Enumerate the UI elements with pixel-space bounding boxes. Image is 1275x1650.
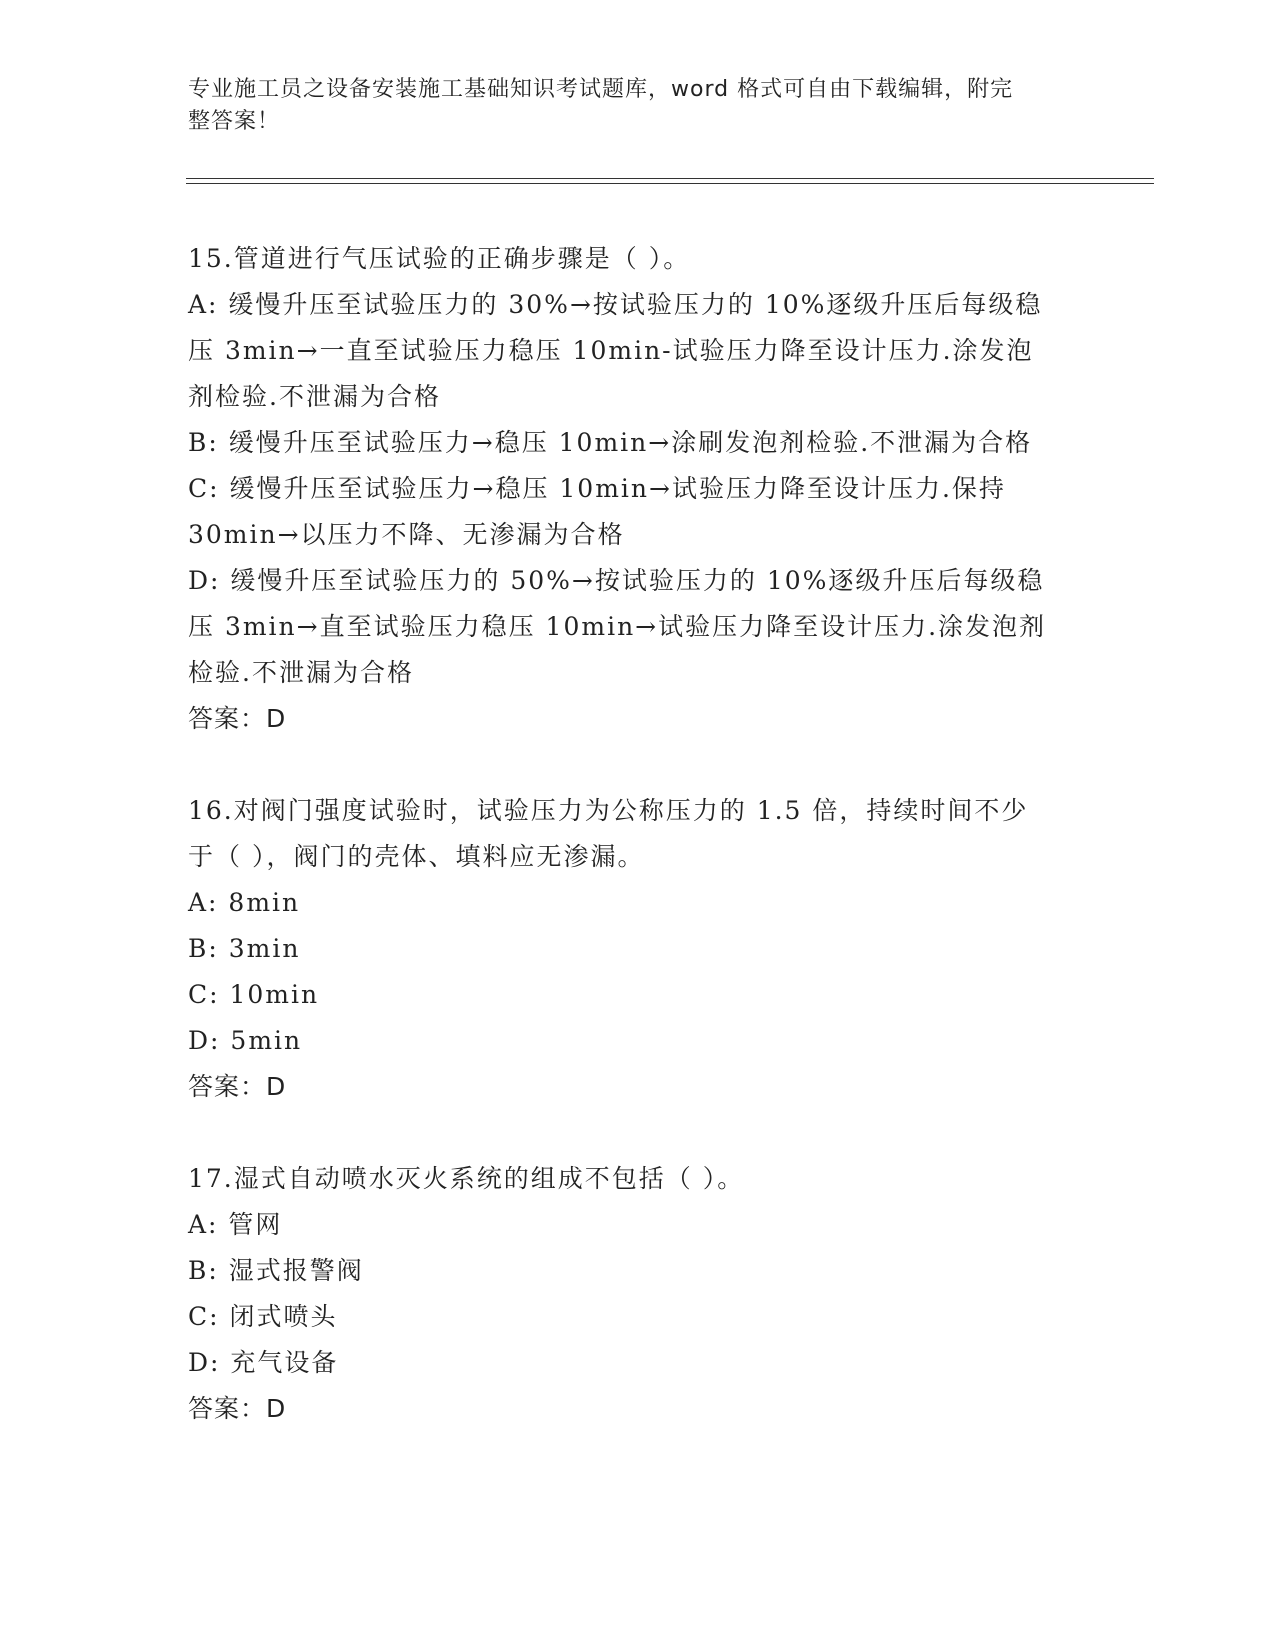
option-line: 30min→以压力不降、无渗漏为合格 [188,520,625,549]
document-header [188,74,1068,138]
header-line-1: 专业施工员之设备安装施工基础知识考试题库，word 格式可自由下载编辑，附完 [188,77,1014,102]
option-line: 检验.不泄漏为合格 [188,658,414,687]
question-stem: 15.管道进行气压试验的正确步骤是（ ）。 [188,244,691,273]
answer-label: 答案：D [188,1394,287,1423]
option-line: A: 缓慢升压至试验压力的 30%→按试验压力的 10%逐级升压后每级稳 [188,290,1043,319]
option-a: A: 管网 [188,1210,283,1239]
header-divider-bottom [186,183,1154,184]
option-line: 压 3min→直至试验压力稳压 10min→试验压力降至设计压力.涂发泡剂 [188,612,1047,641]
question-stem: 16.对阀门强度试验时，试验压力为公称压力的 1.5 倍，持续时间不少 [188,796,1029,825]
question-stem: 于（ ），阀门的壳体、填料应无渗漏。 [188,842,645,871]
option-line: 压 3min→一直至试验压力稳压 10min-试验压力降至设计压力.涂发泡 [188,336,1034,365]
option-line: D: 缓慢升压至试验压力的 50%→按试验压力的 10%逐级升压后每级稳 [188,566,1045,595]
option-c: C: 10min [188,980,320,1009]
option-b: B: 湿式报警阀 [188,1256,364,1285]
answer-label: 答案：D [188,1072,287,1101]
answer-label: 答案：D [188,704,287,733]
option-line: B: 缓慢升压至试验压力→稳压 10min→涂刷发泡剂检验.不泄漏为合格 [188,428,1033,457]
spacer [188,1110,1088,1156]
option-line: C: 缓慢升压至试验压力→稳压 10min→试验压力降至设计压力.保持 [188,474,1006,503]
header-line-2: 整答案！ [188,109,281,134]
question-16 [188,788,1088,1110]
option-c: C: 闭式喷头 [188,1302,338,1331]
spacer [188,742,1088,788]
question-15 [188,236,1088,742]
option-d: D: 充气设备 [188,1348,339,1377]
header-divider-top [186,178,1154,179]
question-list [188,236,1088,1432]
option-b: B: 3min [188,934,301,963]
option-a: A: 8min [188,888,301,917]
option-d: D: 5min [188,1026,303,1055]
option-line: 剂检验.不泄漏为合格 [188,382,441,411]
question-stem: 17.湿式自动喷水灭火系统的组成不包括（ ）。 [188,1164,745,1193]
question-17 [188,1156,1088,1432]
